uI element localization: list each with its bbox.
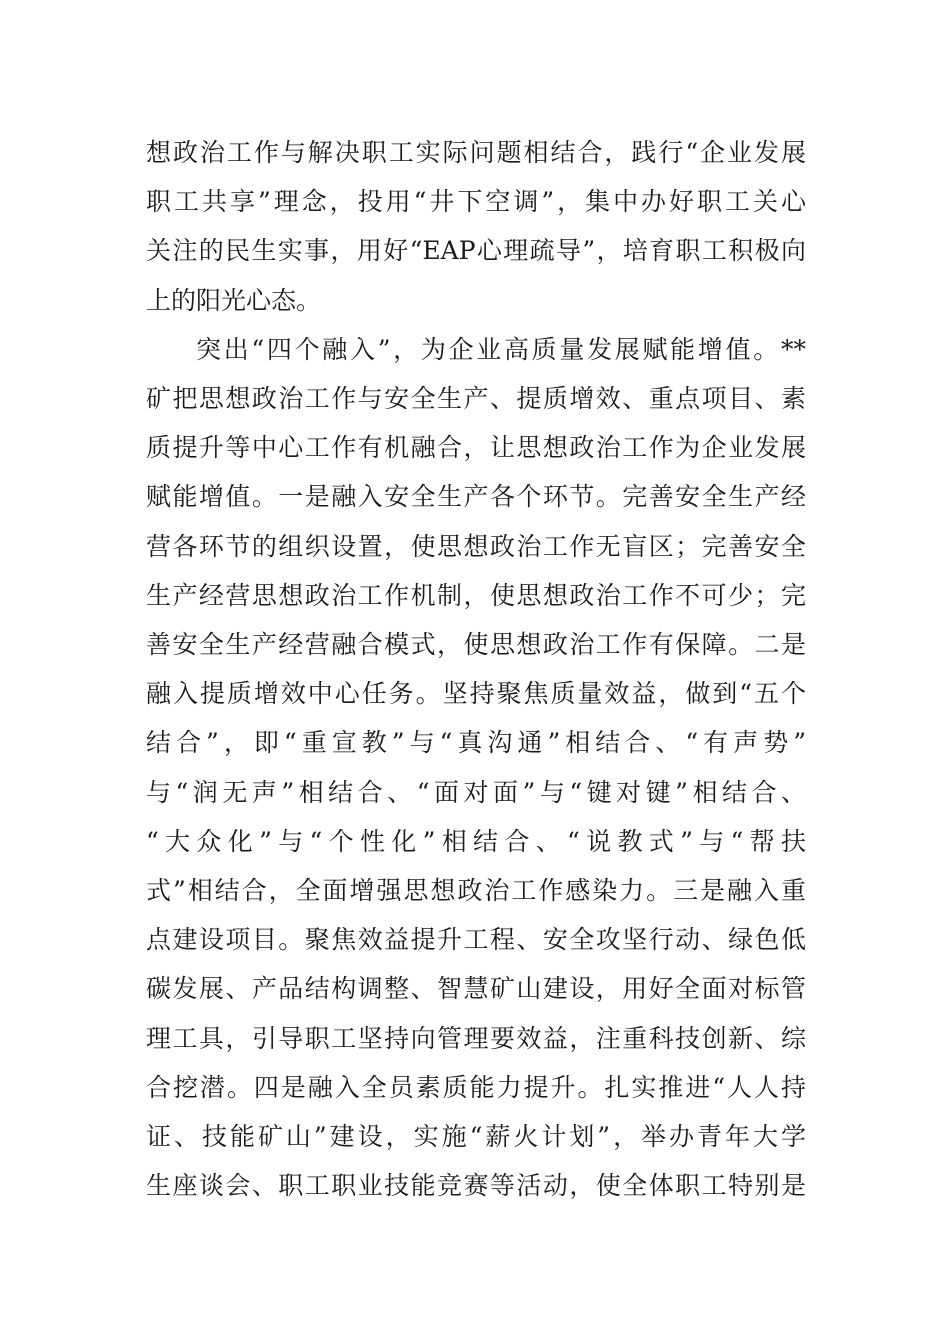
text-line: 融入提质增效中心任务。坚持聚焦质量效益，做到“五个 xyxy=(146,679,806,709)
text-line: 碳发展、产品结构调整、智慧矿山建设，用好全面对标管 xyxy=(146,974,806,1004)
text-line: 上的阳光心态。 xyxy=(146,285,322,315)
document-body xyxy=(146,128,806,1210)
text-line: 关注的民生实事，用好“EAP心理疏导”，培育职工积极向 xyxy=(146,236,806,266)
text-line: 突出“四个融入”，为企业高质量发展赋能增值。** xyxy=(196,334,806,364)
text-line: 式”相结合，全面增强思想政治工作感染力。三是融入重 xyxy=(146,876,806,906)
text-line: 与“润无声”相结合、“面对面”与“键对键”相结合、 xyxy=(146,777,806,807)
text-line: 矿把思想政治工作与安全生产、提质增效、重点项目、素 xyxy=(146,384,806,414)
text-line: 赋能增值。一是融入安全生产各个环节。完善安全生产经 xyxy=(146,482,806,512)
text-line: 职工共享”理念，投用“井下空调”，集中办好职工关心 xyxy=(146,187,806,217)
text-line: 合挖潜。四是融入全员素质能力提升。扎实推进“人人持 xyxy=(146,1072,806,1102)
text-line: 质提升等中心工作有机融合，让思想政治工作为企业发展 xyxy=(146,433,806,463)
text-line: 生座谈会、职工职业技能竞赛等活动，使全体职工特别是 xyxy=(146,1171,806,1201)
text-line: 想政治工作与解决职工实际问题相结合，践行“企业发展 xyxy=(146,138,806,167)
text-line: 结合”，即“重宣教”与“真沟通”相结合、“有声势” xyxy=(146,728,806,758)
text-line: 证、技能矿山”建设，实施“薪火计划”，举办青年大学 xyxy=(146,1122,806,1152)
paragraph-2 xyxy=(146,325,806,1211)
text-line: 生产经营思想政治工作机制，使思想政治工作不可少；完 xyxy=(146,580,806,610)
text-line: “大众化”与“个性化”相结合、“说教式”与“帮扶 xyxy=(146,826,806,856)
text-line: 营各环节的组织设置，使思想政治工作无盲区；完善安全 xyxy=(146,531,806,561)
paragraph-1 xyxy=(146,128,806,325)
text-line: 理工具，引导职工坚持向管理要效益，注重科技创新、综 xyxy=(146,1023,806,1053)
text-line: 点建设项目。聚焦效益提升工程、安全攻坚行动、绿色低 xyxy=(146,925,806,955)
text-line: 善安全生产经营融合模式，使思想政治工作有保障。二是 xyxy=(146,630,806,660)
